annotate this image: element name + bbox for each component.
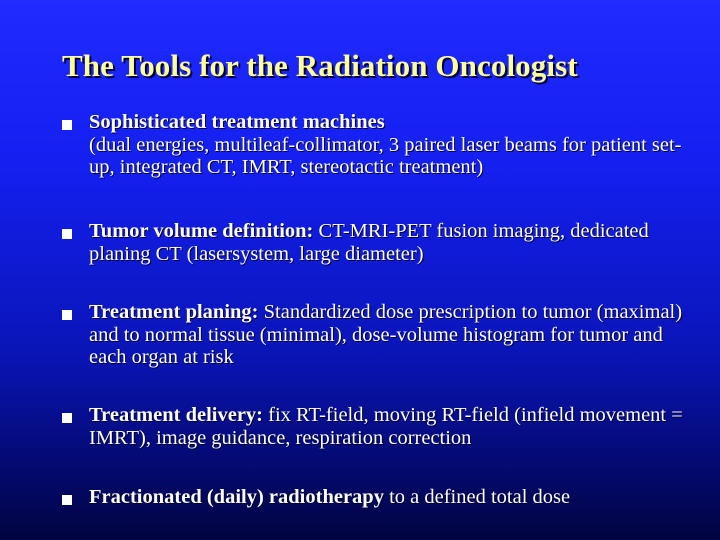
bullet-text: fix RT-field, moving RT-field (infield movement = IMRT), image guidance, respiration correction: [89, 404, 683, 449]
bullet-item-treatment-delivery: [89, 404, 697, 449]
square-bullet-icon: [62, 495, 72, 505]
bullet-heading: Treatment planing:: [89, 301, 259, 323]
bullet-text: (dual energies, multileaf-collimator, 3 paired laser beams for patient set-up, integrated CT, IMRT, stereotactic treatment): [89, 133, 682, 178]
square-bullet-icon: [62, 120, 72, 130]
bullet-item-fractionated-radiotherapy: [89, 486, 697, 509]
bullet-item-treatment-machines: [89, 111, 697, 179]
square-bullet-icon: [62, 413, 72, 423]
bullet-text: CT-MRI-PET fusion imaging, dedicated planing CT (lasersystem, large diameter): [89, 220, 649, 265]
square-bullet-icon: [62, 229, 72, 239]
bullet-item-tumor-volume-definition: [89, 220, 697, 265]
bullet-text: Standardized dose prescription to tumor (maximal) and to normal tissue (minimal), dose-volume histogram for tumor and each organ at risk: [89, 301, 683, 368]
bullet-heading: Tumor volume definition:: [89, 220, 314, 242]
bullet-item-treatment-planing: [89, 301, 697, 369]
bullet-heading: Sophisticated treatment machines: [89, 111, 385, 133]
slide-title: The Tools for the Radiation Oncologist: [62, 48, 578, 83]
bullet-heading: Fractionated (daily) radiotherapy: [89, 486, 384, 508]
square-bullet-icon: [62, 310, 72, 320]
bullet-heading: Treatment delivery:: [89, 404, 263, 426]
bullet-text: to a defined total dose: [389, 486, 571, 508]
